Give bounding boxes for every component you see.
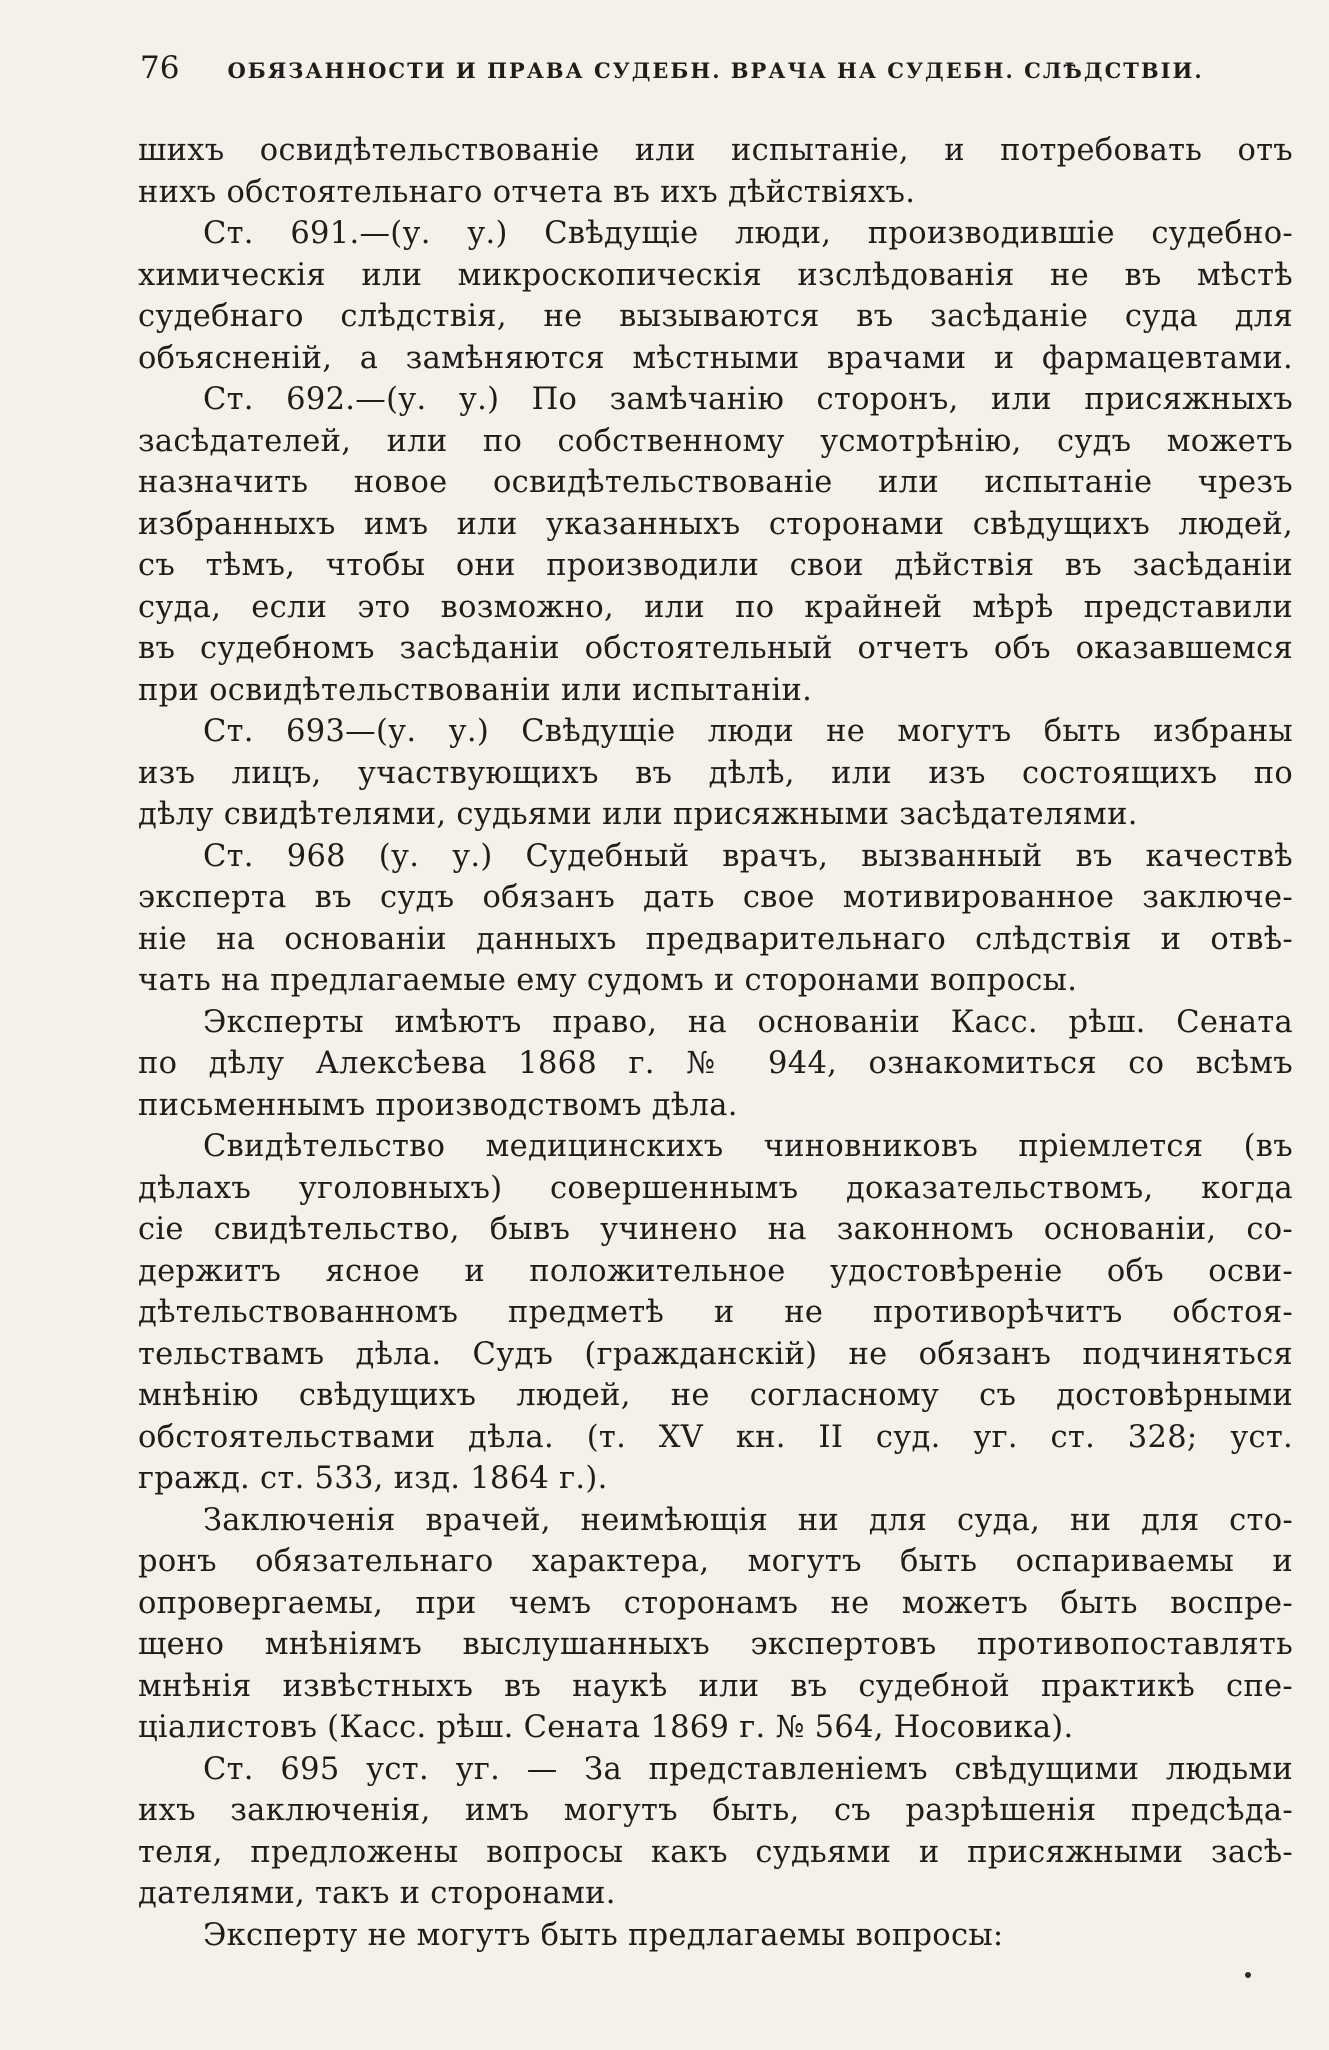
text-line: по дѣлу Алексѣева 1868 г. № 944, ознакомиться со всѣмъ: [138, 1046, 1293, 1081]
text-line: ніе на основаніи данныхъ предварительнаго слѣдствія и отвѣ-: [138, 921, 1293, 957]
text-line: щено мнѣніямъ выслушанныхъ экспертовъ противопоставлять: [138, 1627, 1293, 1662]
text-line: Ст. 691.—(у. у.) Свѣдущіе люди, производившіе судебно-: [203, 216, 1293, 251]
text-line: избранныхъ имъ или указанныхъ сторонами свѣдущихъ людей,: [138, 506, 1293, 542]
text-line: назначить новое освидѣтельствованіе или испытаніе чрезъ: [138, 465, 1293, 500]
text-line: сіе свидѣтельство, бывъ учинено на законномъ основаніи, со-: [138, 1212, 1293, 1247]
text-line: Заключенія врачей, неимѣющія ни для суда, ни для сто-: [203, 1502, 1293, 1538]
page-header: [140, 50, 1300, 94]
text-line: съ тѣмъ, чтобы они производили свои дѣйствія въ засѣданіи: [138, 548, 1293, 583]
text-line: тельствамъ дѣла. Судъ (гражданскій) не обязанъ подчиняться: [138, 1336, 1293, 1372]
text-line: Свидѣтельство медицинскихъ чиновниковъ пріемлется (въ: [203, 1129, 1293, 1164]
text-line: теля, предложены вопросы какъ судьями и присяжными засѣ-: [138, 1834, 1293, 1870]
text-line: Ст. 695 уст. уг. — За представленіемъ свѣдущими людьми: [203, 1751, 1293, 1787]
text-line: засѣдателей, или по собственному усмотрѣнію, судъ можетъ: [138, 423, 1293, 459]
text-line: химическія или микроскопическія изслѣдованія не въ мѣстѣ: [138, 257, 1293, 293]
text-line: письменнымъ производствомъ дѣла.: [138, 1087, 738, 1123]
text-line: дѣлахъ уголовныхъ) совершеннымъ доказательствомъ, когда: [138, 1170, 1293, 1206]
text-line: Ст. 693—(у. у.) Свѣдущіе люди не могутъ быть избраны: [203, 714, 1293, 749]
text-line: обстоятельствами дѣла. (т. XV кн. II суд. уг. ст. 328; уст.: [138, 1419, 1293, 1455]
text-line: Эксперты имѣютъ право, на основаніи Касс. рѣш. Сената: [203, 1004, 1293, 1040]
running-head: ОБЯЗАННОСТИ И ПРАВА СУДЕБН. ВРАЧА НА СУДЕБН. СЛѢДСТВІИ.: [227, 58, 1204, 83]
text-line: ихъ заключенія, имъ могутъ быть, съ разрѣшенія предсѣда-: [138, 1793, 1293, 1828]
text-line: чать на предлагаемые ему судомъ и сторонами вопросы.: [138, 963, 1078, 998]
text-line: мнѣнія извѣстныхъ въ наукѣ или въ судебной практикѣ спе-: [138, 1668, 1293, 1704]
text-line: судебнаго слѣдствія, не вызываются въ засѣданіе суда для: [138, 299, 1293, 334]
text-line: при освидѣтельствованіи или испытаніи.: [138, 672, 813, 708]
text-line: эксперта въ судъ обязанъ дать свое мотивированное заключе-: [138, 880, 1293, 915]
text-line: изъ лицъ, участвующихъ въ дѣлѣ, или изъ состоящихъ по: [138, 755, 1293, 791]
text-line: ціалистовъ (Касс. рѣш. Сената 1869 г. № 564, Носовика).: [138, 1710, 1074, 1745]
text-line: объясненій, а замѣняются мѣстными врачами и фармацевтами.: [138, 340, 1293, 376]
text-line: дѣлу свидѣтелями, судьями или присяжными засѣдателями.: [138, 797, 1138, 832]
text-line: Ст. 692.—(у. у.) По замѣчанію сторонъ, или присяжныхъ: [203, 382, 1293, 417]
text-line: опровергаемы, при чемъ сторонамъ не можетъ быть воспре-: [138, 1585, 1293, 1621]
text-line: дѣтельствованномъ предметѣ и не противорѣчитъ обстоя-: [138, 1295, 1293, 1330]
page-number: 76: [140, 50, 180, 86]
body-text: [138, 130, 1293, 1956]
text-line: въ судебномъ засѣданіи обстоятельный отчетъ объ оказавшемся: [138, 631, 1293, 666]
text-line: держитъ ясное и положительное удостовѣреніе объ осви-: [138, 1253, 1293, 1289]
text-line: шихъ освидѣтельствованіе или испытаніе, и потребовать отъ: [138, 133, 1293, 168]
text-line: нихъ обстоятельнаго отчета въ ихъ дѣйствіяхъ.: [138, 174, 916, 210]
text-line: Ст. 968 (у. у.) Судебный врачъ, вызванный въ качествѣ: [203, 838, 1293, 874]
text-line: Эксперту не могутъ быть предлагаемы вопросы:: [203, 1917, 1004, 1953]
ink-speck: [1245, 1972, 1251, 1978]
text-line: мнѣнію свѣдущихъ людей, не согласному съ достовѣрными: [138, 1378, 1293, 1413]
text-line: дателями, такъ и сторонами.: [138, 1876, 616, 1911]
text-line: ронъ обязательнаго характера, могутъ быть оспариваемы и: [138, 1544, 1293, 1579]
text-line: суда, если это возможно, или по крайней мѣрѣ представили: [138, 589, 1293, 625]
text-line: гражд. ст. 533, изд. 1864 г.).: [138, 1461, 608, 1496]
